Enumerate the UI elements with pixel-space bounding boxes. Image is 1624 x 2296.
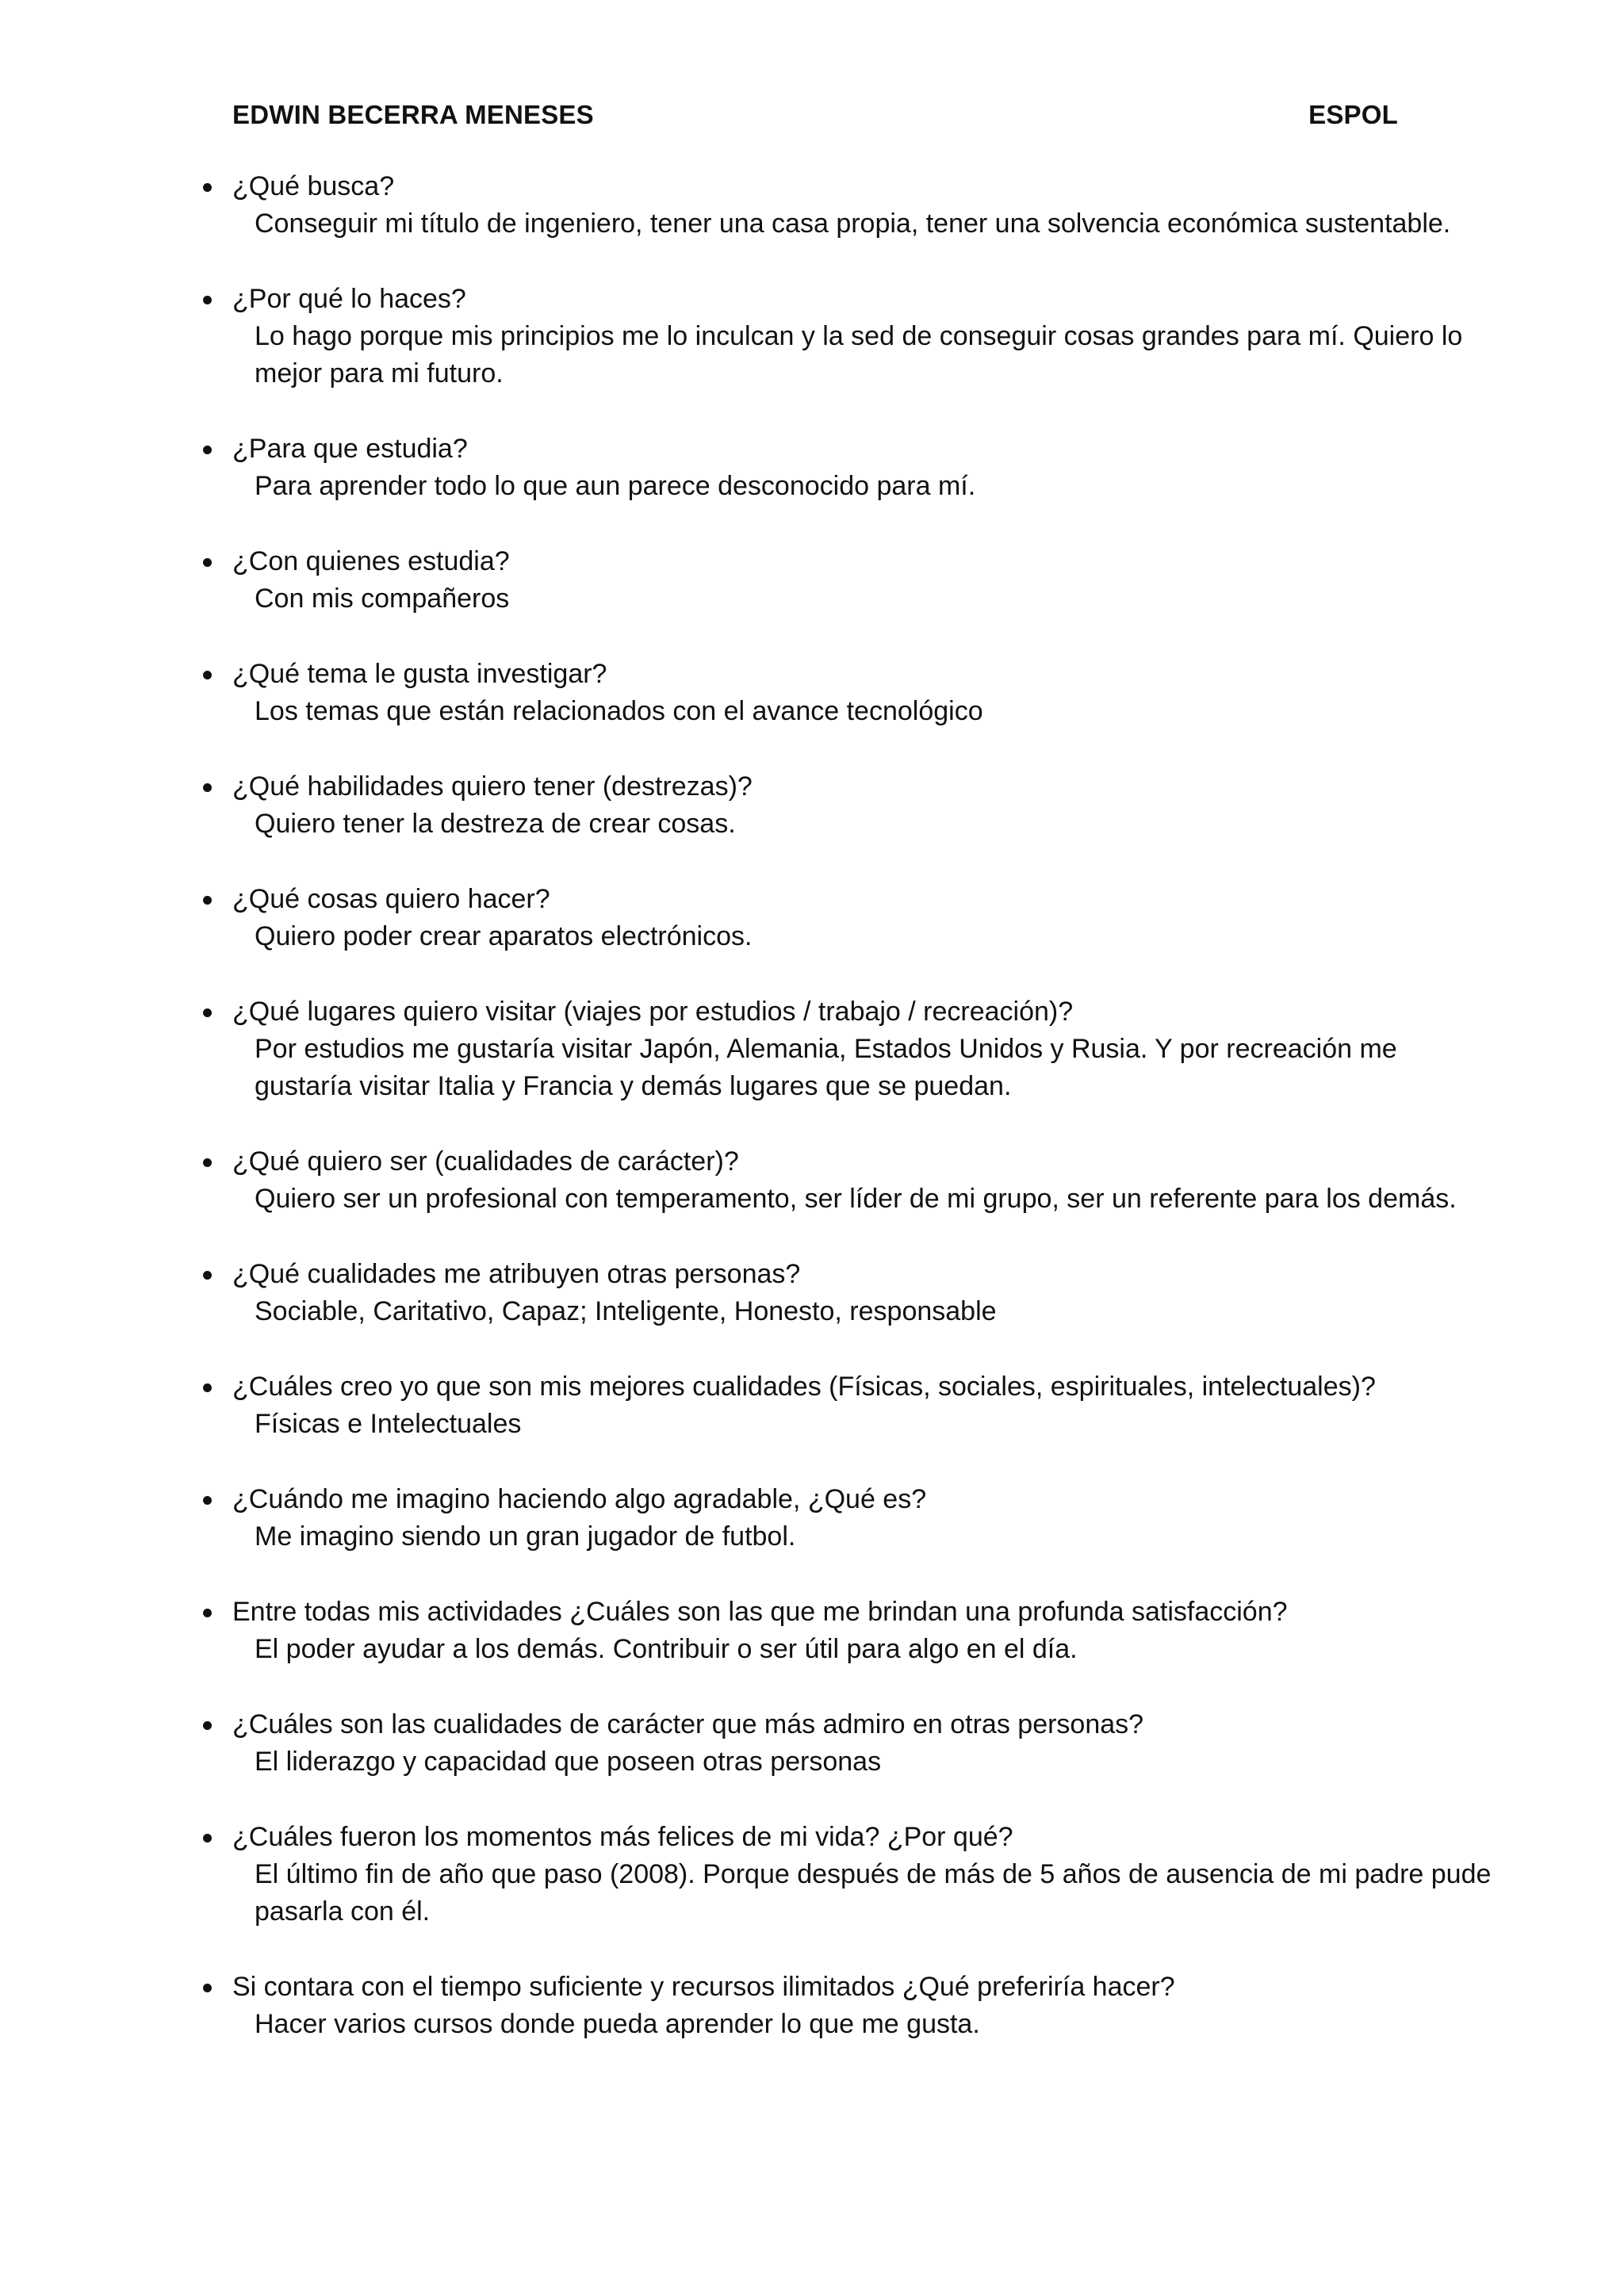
question-text: ¿Cuáles creo yo que son mis mejores cualidades (Físicas, sociales, espirituales, intelectuales)? xyxy=(232,1372,1376,1402)
list-item xyxy=(201,1368,1501,1443)
question-text: ¿Cuáles fueron los momentos más felices de mi vida? ¿Por qué? xyxy=(232,1822,1013,1852)
list-item xyxy=(201,168,1501,243)
answer-text: Quiero ser un profesional con temperamento, ser líder de mi grupo, ser un referente para los demás. xyxy=(255,1184,1457,1214)
list-item xyxy=(201,1256,1501,1330)
question-text: ¿Por qué lo haces? xyxy=(232,284,466,314)
answer-text: Quiero tener la destreza de crear cosas. xyxy=(255,809,736,839)
question-text: ¿Cuáles son las cualidades de carácter que más admiro en otras personas? xyxy=(232,1709,1144,1739)
bullet-icon xyxy=(203,783,212,792)
answer-text: El poder ayudar a los demás. Contribuir o ser útil para algo en el día. xyxy=(255,1634,1078,1664)
list-item xyxy=(201,881,1501,955)
answer-text: Sociable, Caritativo, Capaz; Inteligente, Honesto, responsable xyxy=(255,1296,997,1326)
question-text: ¿Qué cosas quiero hacer? xyxy=(232,884,550,914)
list-item xyxy=(201,1969,1501,2043)
answer-text: Para aprender todo lo que aun parece desconocido para mí. xyxy=(255,471,976,501)
list-item xyxy=(201,768,1501,843)
bullet-icon xyxy=(203,1158,212,1167)
list-item xyxy=(201,430,1501,505)
bullet-icon xyxy=(203,1721,212,1730)
question-answer-list xyxy=(201,168,1501,2081)
answer-text: Conseguir mi título de ingeniero, tener una casa propia, tener una solvencia económica sustentable. xyxy=(255,209,1451,239)
question-text: ¿Qué cualidades me atribuyen otras personas? xyxy=(232,1259,801,1289)
list-item xyxy=(201,993,1501,1105)
bullet-icon xyxy=(203,558,212,567)
list-item xyxy=(201,1143,1501,1218)
bullet-icon xyxy=(203,1496,212,1505)
answer-text: El último fin de año que paso (2008). Porque después de más de 5 años de ausencia de mi padre pude pasarla con él. xyxy=(255,1859,1492,1927)
question-text: Si contara con el tiempo suficiente y recursos ilimitados ¿Qué preferiría hacer? xyxy=(232,1972,1175,2002)
bullet-icon xyxy=(203,1008,212,1017)
bullet-icon xyxy=(203,1609,212,1617)
question-text: ¿Cuándo me imagino haciendo algo agradable, ¿Qué es? xyxy=(232,1484,927,1514)
question-text: ¿Qué quiero ser (cualidades de carácter)? xyxy=(232,1146,739,1177)
institution-name: ESPOL xyxy=(1308,100,1398,129)
bullet-icon xyxy=(203,1271,212,1280)
answer-text: El liderazgo y capacidad que poseen otras personas xyxy=(255,1747,882,1777)
bullet-icon xyxy=(203,296,212,304)
question-text: ¿Qué habilidades quiero tener (destrezas)? xyxy=(232,771,753,802)
bullet-icon xyxy=(203,671,212,679)
bullet-icon xyxy=(203,446,212,454)
bullet-icon xyxy=(203,1984,212,1992)
question-text: Entre todas mis actividades ¿Cuáles son las que me brindan una profunda satisfacción? xyxy=(232,1597,1288,1627)
list-item xyxy=(201,656,1501,730)
answer-text: Con mis compañeros xyxy=(255,584,510,614)
answer-text: Por estudios me gustaría visitar Japón, Alemania, Estados Unidos y Rusia. Y por recreación me gustaría visitar Italia y Francia y demás lugares que se puedan. xyxy=(255,1034,1397,1101)
list-item xyxy=(201,1706,1501,1781)
bullet-icon xyxy=(203,896,212,905)
list-item xyxy=(201,1481,1501,1556)
list-item xyxy=(201,1819,1501,1931)
page-header xyxy=(232,100,1398,135)
question-text: ¿Qué tema le gusta investigar? xyxy=(232,659,607,689)
question-text: ¿Con quienes estudia? xyxy=(232,546,510,576)
bullet-icon xyxy=(203,1834,212,1843)
question-text: ¿Qué lugares quiero visitar (viajes por estudios / trabajo / recreación)? xyxy=(232,997,1074,1027)
answer-text: Me imagino siendo un gran jugador de futbol. xyxy=(255,1521,796,1552)
answer-text: Quiero poder crear aparatos electrónicos. xyxy=(255,921,753,951)
bullet-icon xyxy=(203,183,212,192)
list-item xyxy=(201,543,1501,618)
answer-text: Los temas que están relacionados con el avance tecnológico xyxy=(255,696,983,726)
list-item xyxy=(201,281,1501,392)
question-text: ¿Para que estudia? xyxy=(232,434,468,464)
author-name: EDWIN BECERRA MENESES xyxy=(232,100,594,129)
list-item xyxy=(201,1594,1501,1668)
answer-text: Físicas e Intelectuales xyxy=(255,1409,522,1439)
question-text: ¿Qué busca? xyxy=(232,171,395,201)
bullet-icon xyxy=(203,1383,212,1392)
answer-text: Lo hago porque mis principios me lo inculcan y la sed de conseguir cosas grandes para mí. Quiero lo mejor para mi futuro. xyxy=(255,321,1463,388)
answer-text: Hacer varios cursos donde pueda aprender lo que me gusta. xyxy=(255,2009,980,2039)
